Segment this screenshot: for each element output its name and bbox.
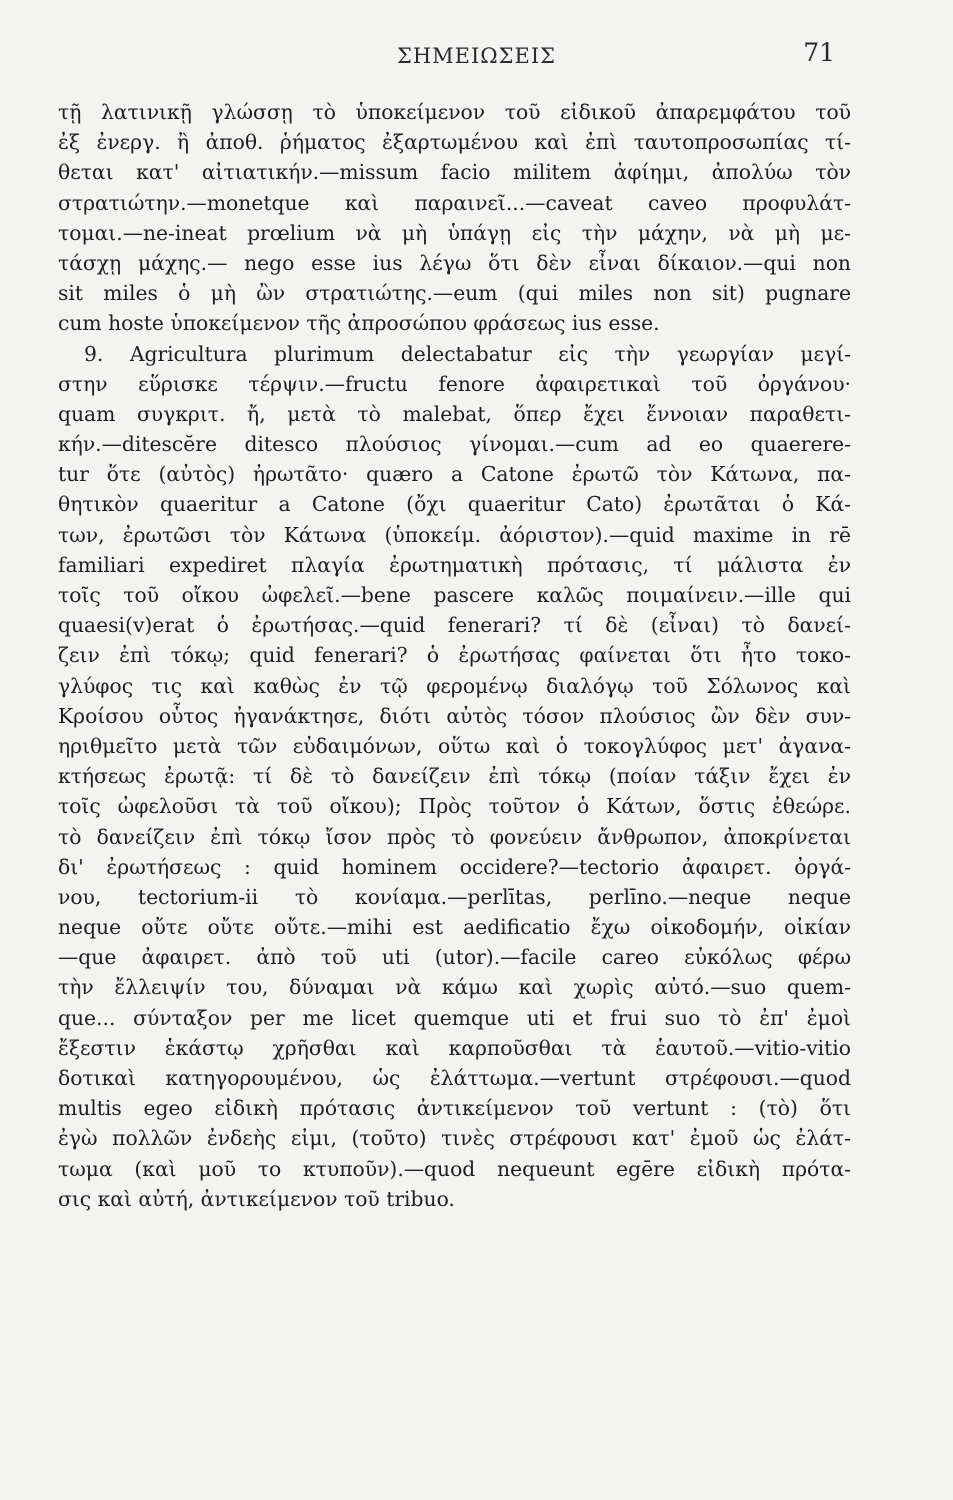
text-line: στην εὕρισκε τέρψιν.—fructu fenore ἀφαιρετικαὶ τοῦ ὀργάνου· [58, 371, 851, 396]
paragraph-start-line: 9. Agricultura plurimum delectabatur εἰς τὴν γεωργίαν μεγί- [84, 341, 851, 366]
text-line: sit miles ὁ μὴ ὢν στρατιώτης.—eum (qui miles non sit) pugnare [58, 281, 851, 306]
text-line: των, ἐρωτῶσι τὸν Κάτωνα (ὑποκείμ. ἀόριστον).—quid maxime in rē [58, 522, 851, 547]
text-line: τομαι.—ne-ineat prœlium νὰ μὴ ὑπάγῃ εἰς τὴν μάχην, νὰ μὴ με- [58, 220, 851, 245]
text-line: γλύφος τις καὶ καθὼς ἐν τῷ φερομένῳ διαλόγῳ τοῦ Σόλωνος καὶ [58, 673, 851, 698]
text-line: κτήσεως ἐρωτᾷ: τί δὲ τὸ δανείζειν ἐπὶ τόκῳ (ποίαν τάξιν ἔχει ἐν [58, 764, 851, 789]
text-line: quaesi(v)erat ὁ ἐρωτήσας.—quid fenerari? τί δὲ (εἶναι) τὸ δανεί- [58, 613, 851, 638]
text-line: νου, tectorium-ii τὸ κονίαμα.—perlītas, perlīno.—neque neque [58, 884, 851, 909]
text-line: τοῖς τοῦ οἴκου ὠφελεῖ.—bene pascere καλῶς ποιμαίνειν.—ille qui [58, 583, 851, 607]
body-text [58, 97, 851, 1214]
text-line: τοῖς ὠφελοῦσι τὰ τοῦ οἴκου); Πρὸς τοῦτον ὁ Κάτων, ὅστις ἐθεώρε. [58, 794, 851, 819]
running-title: ΣΗΜΕΙΩΣΕΙΣ [396, 44, 557, 68]
text-line: ἐγὼ πολλῶν ἐνδεὴς εἰμι, (τοῦτο) τινὲς στρέφουσι κατ' ἐμοῦ ὡς ἐλάτ- [58, 1126, 851, 1151]
text-line: θεται κατ' αἰτιατικήν.—missum facio militem ἀφίημι, ἀπολύω τὸν [58, 160, 851, 185]
text-line: σις καὶ αὐτή, ἀντικείμενον τοῦ tribuo. [58, 1186, 455, 1211]
text-line: στρατιώτην.—monetque καὶ παραινεῖ...—caveat caveo προφυλάτ- [58, 190, 851, 215]
text-line: tur ὅτε (αὐτὸς) ἠρωτᾶτο· quæro a Catone ἐρωτῶ τὸν Κάτωνα, πα- [58, 462, 851, 487]
text-line: —que ἀφαιρετ. ἀπὸ τοῦ uti (utor).—facile careo εὐκόλως φέρω [58, 945, 851, 970]
text-line: ζειν ἐπὶ τόκῳ; quid fenerari? ὁ ἐρωτήσας φαίνεται ὅτι ἦτο τοκο- [58, 643, 851, 668]
page-number: 71 [803, 38, 835, 67]
text-line: que... σύνταξον per me licet quemque uti et frui suo τὸ ἐπ' ἐμοὶ [58, 1005, 851, 1030]
text-line: τάσχῃ μάχης.— nego esse ius λέγω ὅτι δὲν εἶναι δίκαιον.—qui non [58, 250, 851, 275]
text-line: cum hoste ὑποκείμενον τῆς ἀπροσώπου φράσεως ius esse. [58, 311, 660, 336]
text-line: τὸ δανείζειν ἐπὶ τόκῳ ἴσον πρὸς τὸ φονεύειν ἄνθρωπον, ἀποκρίνεται [58, 824, 851, 849]
text-line: ηριθμεῖτο μετὰ τῶν εὐδαιμόνων, οὕτω καὶ ὁ τοκογλύφος μετ' ἀγανα- [58, 733, 851, 758]
text-line: θητικὸν quaeritur a Catone (ὄχι quaeritur Cato) ἐρωτᾶται ὁ Κά- [58, 492, 851, 517]
text-line: Κροίσου οὗτος ἠγανάκτησε, διότι αὐτὸς τόσον πλούσιος ὢν δὲν συν- [58, 703, 851, 728]
text-line: ἔξεστιν ἑκάστῳ χρῆσθαι καὶ καρποῦσθαι τὰ ἑαυτοῦ.—vitio-vitio [58, 1035, 851, 1060]
text-line: multis egeo εἰδικὴ πρότασις ἀντικείμενον τοῦ vertunt : (τὸ) ὅτι [58, 1096, 851, 1121]
text-line: κήν.—ditescĕre ditesco πλούσιος γίνομαι.—cum ad eo quaerere- [58, 432, 851, 457]
text-line: δι' ἐρωτήσεως : quid hominem occidere?—tectorio ἀφαιρετ. ὀργά- [58, 854, 851, 879]
text-line: neque οὔτε οὔτε οὔτε.—mihi est aedificatio ἔχω οἰκοδομήν, οἰκίαν [58, 915, 851, 940]
text-line: τωμα (καὶ μοῦ το κτυποῦν).—quod nequeunt egēre εἰδικὴ πρότα- [58, 1156, 851, 1181]
running-head [0, 38, 953, 78]
text-line: δοτικαὶ κατηγορουμένου, ὡς ἐλάττωμα.—vertunt στρέφουσι.—quod [58, 1066, 851, 1090]
text-line: familiari expediret πλαγία ἐρωτηματικὴ πρότασις, τί μάλιστα ἐν [58, 552, 851, 577]
text-line: ἐξ ἐνεργ. ἢ ἀποθ. ῥήματος ἐξαρτωμένου καὶ ἐπὶ ταυτοπροσωπίας τί- [58, 130, 851, 155]
text-line: τὴν ἔλλειψίν του, δύναμαι νὰ κάμω καὶ χωρὶς αὐτό.—suo quem- [58, 975, 851, 1000]
text-line: quam συγκριτ. ἤ, μετὰ τὸ malebat, ὅπερ ἔχει ἔννοιαν παραθετι- [58, 401, 851, 426]
text-line: τῇ λατινικῇ γλώσσῃ τὸ ὑποκείμενον τοῦ εἰδικοῦ ἀπαρεμφάτου τοῦ [58, 100, 851, 124]
